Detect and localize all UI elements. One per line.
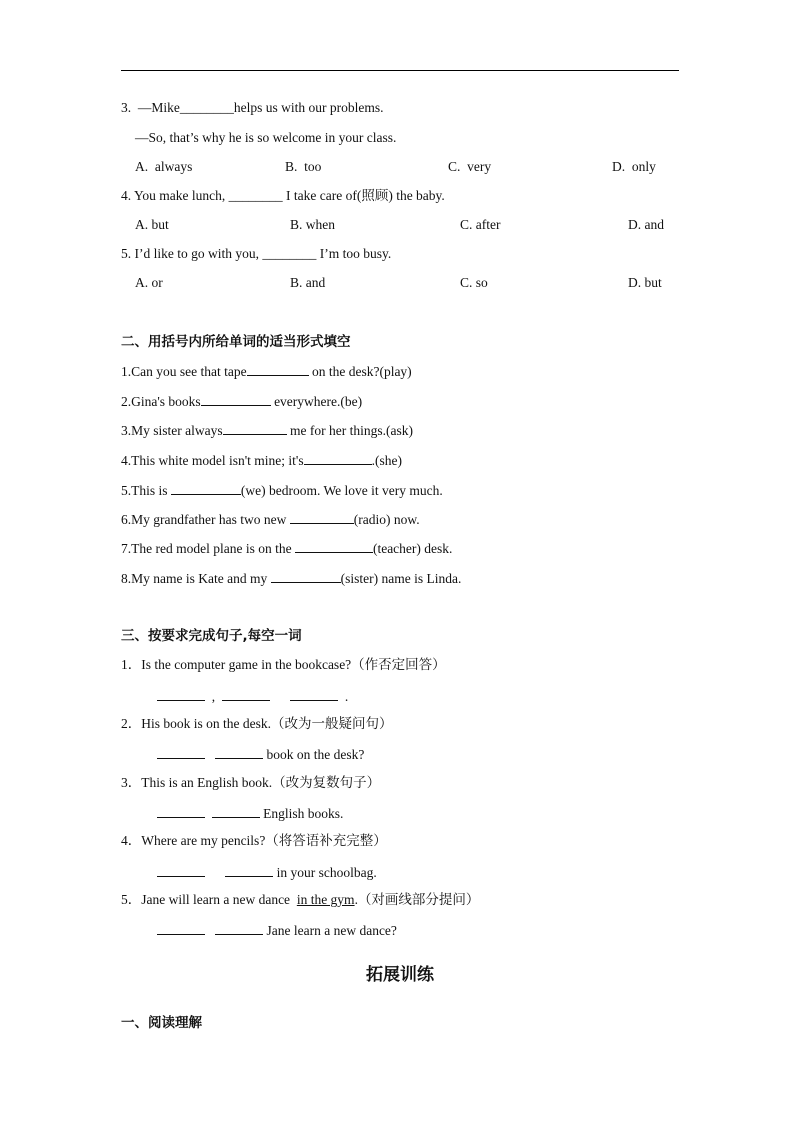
fill-item-3: 3.My sister always me for her things.(ask) (121, 420, 413, 440)
q5-option-c: C. so (460, 275, 488, 290)
rewrite-answer-5: Jane learn a new dance? (157, 920, 397, 940)
rewrite-item-5: 5．Jane will learn a new dance in the gym.（对画线部分提问） (121, 892, 480, 907)
answer-blank[interactable] (171, 480, 241, 495)
section-2-heading: 二、用括号内所给单词的适当形式填空 (121, 334, 351, 350)
answer-blank[interactable] (212, 803, 260, 818)
fill-item-7: 7.The red model plane is on the (teacher) desk. (121, 538, 452, 558)
q5-option-a: A. or (135, 275, 163, 290)
answer-blank[interactable] (247, 361, 309, 376)
rewrite-item-1: 1．Is the computer game in the bookcase?（作否定回答） (121, 657, 446, 672)
answer-blank[interactable] (290, 686, 338, 701)
answer-blank[interactable] (304, 450, 372, 465)
answer-blank[interactable] (225, 862, 273, 877)
q5-option-b: B. and (290, 275, 326, 290)
fill-item-4: 4.This white model isn't mine; it's .(she) (121, 450, 402, 470)
section-3-heading: 三、按要求完成句子,每空一词 (121, 628, 302, 644)
q4-option-b: B. when (290, 217, 335, 232)
answer-blank[interactable] (157, 744, 205, 759)
answer-blank[interactable] (222, 686, 270, 701)
rewrite-answer-3: English books. (157, 803, 343, 823)
q5-option-d: D. but (628, 275, 662, 290)
question-4-stem: 4. You make lunch, ________ I take care of(照顾) the baby. (121, 188, 445, 203)
q4-option-d: D. and (628, 217, 664, 232)
fill-item-5: 5.This is (we) bedroom. We love it very much. (121, 480, 443, 500)
answer-blank[interactable] (295, 538, 373, 553)
answer-blank[interactable] (157, 686, 205, 701)
rewrite-answer-4: in your schoolbag. (157, 862, 377, 882)
q4-option-a: A. but (135, 217, 169, 232)
q3-option-b: B. too (285, 159, 322, 174)
q4-option-c: C. after (460, 217, 501, 232)
answer-blank[interactable] (157, 803, 205, 818)
answer-blank[interactable] (157, 920, 205, 935)
answer-blank[interactable] (223, 420, 287, 435)
answer-blank[interactable] (215, 920, 263, 935)
fill-item-8: 8.My name is Kate and my (sister) name is Linda. (121, 568, 461, 588)
q3-option-d: D. only (612, 159, 656, 174)
question-3-reply: —So, that’s why he is so welcome in your class. (135, 130, 397, 145)
q3-option-a: A. always (135, 159, 193, 174)
rewrite-item-4: 4．Where are my pencils?（将答语补充完整） (121, 833, 387, 848)
answer-blank[interactable] (290, 509, 354, 524)
q3-option-c: C. very (448, 159, 492, 174)
answer-blank[interactable] (157, 862, 205, 877)
answer-blank[interactable] (215, 744, 263, 759)
reading-heading: 一、阅读理解 (121, 1015, 202, 1031)
underlined-phrase: in the gym (296, 892, 355, 907)
extension-title: 拓展训练 (366, 965, 434, 985)
fill-item-1: 1.Can you see that tape on the desk?(play) (121, 361, 412, 381)
rewrite-item-3: 3．This is an English book.（改为复数句子） (121, 775, 381, 790)
top-rule (121, 70, 679, 71)
fill-item-2: 2.Gina's books everywhere.(be) (121, 391, 362, 411)
rewrite-item-2: 2．His book is on the desk.（改为一般疑问句） (121, 716, 393, 731)
question-3-stem: 3. —Mike________helps us with our problems. (121, 100, 384, 115)
answer-blank[interactable] (201, 391, 271, 406)
fill-item-6: 6.My grandfather has two new (radio) now. (121, 509, 420, 529)
rewrite-answer-1: , . (157, 686, 348, 706)
rewrite-answer-2: book on the desk? (157, 744, 364, 764)
answer-blank[interactable] (271, 568, 341, 583)
question-5-stem: 5. I’d like to go with you, ________ I’m too busy. (121, 246, 392, 261)
